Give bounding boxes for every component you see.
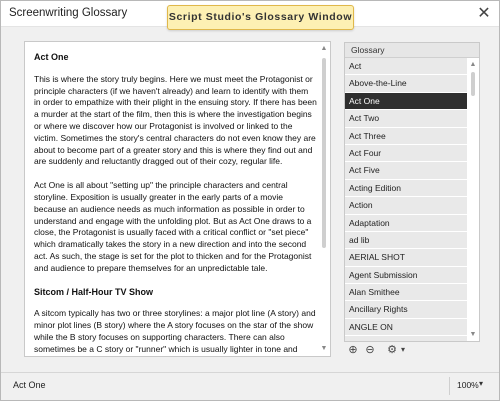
glossary-item[interactable]: Above-the-Line <box>345 75 469 92</box>
window-title: Screenwriting Glossary <box>9 7 128 19</box>
scroll-down-icon[interactable]: ▼ <box>320 345 328 352</box>
glossary-item[interactable]: Alan Smithee <box>345 284 469 301</box>
glossary-item[interactable]: Act Two <box>345 110 469 127</box>
document-content <box>34 50 317 357</box>
glossary-item[interactable]: Agent Submission <box>345 267 469 284</box>
glossary-header[interactable]: Glossary <box>345 43 479 58</box>
scroll-up-icon[interactable]: ▲ <box>469 61 477 68</box>
glossary-item[interactable]: Act One <box>345 93 469 110</box>
glossary-item[interactable] <box>345 336 469 342</box>
glossary-item[interactable]: Action <box>345 197 469 214</box>
zoom-out-icon[interactable]: ⊖ <box>365 344 375 356</box>
scroll-up-icon[interactable]: ▲ <box>320 45 328 52</box>
zoom-in-icon[interactable]: ⊕ <box>348 344 358 356</box>
glossary-list <box>345 58 469 342</box>
glossary-item[interactable]: Acting Edition <box>345 180 469 197</box>
glossary-item[interactable]: ANGLE ON <box>345 319 469 336</box>
scroll-thumb[interactable] <box>322 58 326 248</box>
settings-icon[interactable]: ⚙ <box>387 344 397 356</box>
glossary-list-pane <box>344 42 480 342</box>
glossary-item[interactable]: AERIAL SHOT <box>345 249 469 266</box>
document-scrollbar[interactable] <box>318 42 330 356</box>
close-button[interactable]: ✕ <box>477 5 491 22</box>
body-paragraph: This is where the story truly begins. Here we must meet the Protagonist or principle characters (if we haven't already) and learn to identify with them in order to empathize with their plight in the ensuing story. If there has been a murder at the start of the film, then this is where the investigation begins or where we discover how our Protagonist is involved or linked to the victim. Sometimes the story's central characters do not even know they are about to become part of a greater story and this is where they find out and are suddenly and reluctantly dragged out of their cozy, regular life. <box>34 73 317 167</box>
glossary-item[interactable]: Ancillary Rights <box>345 301 469 318</box>
settings-dropdown-icon[interactable]: ▾ <box>400 345 405 354</box>
body-paragraph: Act One is all about "setting up" the principle characters and central storyline. Exposition is usually greater in the early parts of a movie because an audience needs as much information as possible in order to understand and engage with the unfolding plot. But as Act One draws to a close, the Protagonist is usually faced with a critical conflict or "set piece" which dramatically takes the story in a new direction and into the second act. As such, the stage is set for the plot to thicken and for the Protagonist and audience to prepare themselves for an unpredictable tale. <box>34 180 312 273</box>
glossary-item[interactable]: Act Four <box>345 145 469 162</box>
scroll-down-icon[interactable]: ▼ <box>469 331 477 338</box>
glossary-item[interactable]: Act Five <box>345 162 469 179</box>
glossary-toolbar <box>344 343 480 357</box>
glossary-item[interactable]: Act <box>345 58 469 75</box>
divider <box>449 377 450 395</box>
zoom-level[interactable]: 100% <box>457 380 479 390</box>
glossary-item[interactable]: ad lib <box>345 232 469 249</box>
status-text: Act One <box>13 380 46 390</box>
status-bar <box>1 372 499 400</box>
section-heading: Sitcom / Half-Hour TV Show <box>34 286 154 297</box>
zoom-dropdown-icon[interactable]: ▾ <box>479 379 484 388</box>
glossary-item[interactable]: Act Three <box>345 128 469 145</box>
body-paragraph: A sitcom typically has two or three storylines: a major plot line (A story) and minor plot lines (B story) where the A story focuses on the star of the show while the B story focuses on supporting characters. There can also sometimes be a C story or "runner" which is usually lighter in tone and <box>34 308 316 354</box>
document-pane <box>24 41 331 357</box>
scroll-thumb[interactable] <box>471 72 475 96</box>
glossary-scrollbar[interactable] <box>467 58 479 342</box>
window-tooltip: Script Studio's Glossary Window <box>167 5 354 30</box>
glossary-item[interactable]: Adaptation <box>345 215 469 232</box>
section-heading: Act One <box>34 52 69 62</box>
